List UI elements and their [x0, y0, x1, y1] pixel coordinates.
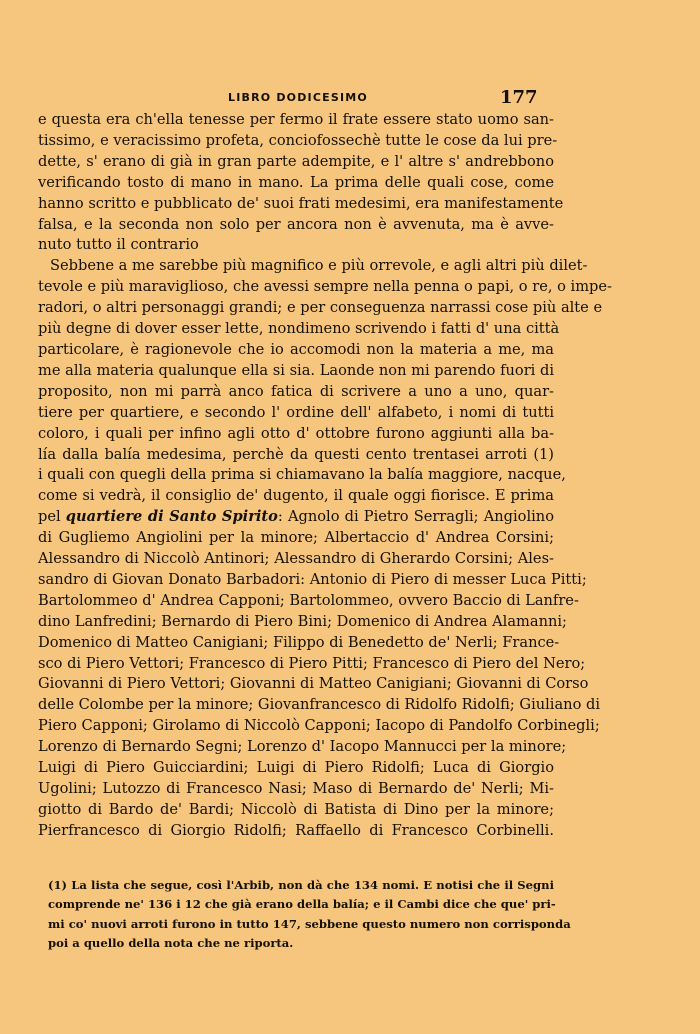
quartiere-heading: quartiere di Santo Spirito: [65, 508, 278, 526]
text-line: Bartolommeo d' Andrea Capponi; Bartolommeo, ovvero Baccio di Lanfre-: [38, 591, 579, 609]
text-line: sco di Piero Vettori; Francesco di Piero Pitti; Francesco di Piero del Nero;: [38, 654, 586, 672]
running-title: LIBRO DODICESIMO: [228, 91, 368, 104]
main-text: [38, 110, 612, 842]
text-line: hanno scritto e pubblicato de' suoi frati medesimi, era manifestamente: [38, 194, 564, 212]
text-line: tevole e più maraviglioso, che avessi sempre nella penna o papi, o re, o impe-: [38, 278, 612, 296]
text-line: me alla materia qualunque ella si sia. Laonde non mi parendo fuori di: [38, 361, 554, 379]
text-line: Pierfrancesco di Giorgio Ridolfi; Raffaello di Francesco Corbinelli.: [38, 821, 554, 839]
text-line: coloro, i quali per infino agli otto d' ottobre furono aggiunti alla ba-: [38, 424, 554, 442]
text-line: sandro di Giovan Donato Barbadori: Antonio di Piero di messer Luca Pitti;: [38, 570, 587, 588]
running-head: [0, 88, 700, 110]
text-line-tail: : Agnolo di Pietro Serragli; Angiolino: [277, 508, 554, 526]
footnote-line: poi a quello della nota che ne riporta.: [48, 935, 294, 950]
text-line: lía dalla balía medesima, perchè da questi cento trentasei arroti (1): [38, 445, 554, 463]
text-line: proposito, non mi parrà anco fatica di scrivere a uno a uno, quar-: [38, 382, 554, 400]
text-line: Alessandro di Niccolò Antinori; Alessandro di Gherardo Corsini; Ales-: [38, 550, 554, 568]
text-line: Sebbene a me sarebbe più magnifico e più orrevole, e agli altri più dilet-: [50, 257, 588, 275]
text-line: Piero Capponi; Girolamo di Niccolò Capponi; Iacopo di Pandolfo Corbinegli;: [38, 717, 600, 735]
footnote-line: comprende ne' 136 i 12 che già erano della balía; e il Cambi dice che que' pri-: [48, 897, 556, 912]
text-line: Giovanni di Piero Vettori; Giovanni di Matteo Canigiani; Giovanni di Corso: [38, 675, 589, 693]
text-line: di Gugliemo Angiolini per la minore; Albertaccio d' Andrea Corsini;: [38, 529, 554, 547]
text-line: come si vedrà, il consiglio de' dugento, il quale oggi fiorisce. E prima: [38, 487, 554, 505]
text-line: nuto tutto il contrario: [38, 236, 199, 254]
text-line: delle Colombe per la minore; Giovanfrancesco di Ridolfo Ridolfi; Giuliano di: [38, 696, 601, 714]
text-line: più degne di dover esser lette, nondimeno scrivendo i fatti d' una città: [38, 320, 560, 338]
text-line: particolare, è ragionevole che io accomodi non la materia a me, ma: [38, 340, 554, 358]
text-line: giotto di Bardo de' Bardi; Niccolò di Batista di Dino per la minore;: [38, 800, 554, 818]
text-line: tiere per quartiere, e secondo l' ordine dell' alfabeto, i nomi di tutti: [38, 403, 554, 421]
text-line: Ugolini; Lutozzo di Francesco Nasi; Maso di Bernardo de' Nerli; Mi-: [38, 780, 554, 797]
text-line: Domenico di Matteo Canigiani; Filippo di Benedetto de' Nerli; France-: [38, 633, 560, 651]
text-line-lead: pel: [38, 508, 66, 526]
footnote-line: (1) La lista che segue, così l'Arbib, non dà che 134 nomi. E notisi che il Segni: [48, 878, 554, 892]
text-line: tissimo, e veracissimo profeta, conciofossechè tutte le cose da lui pre-: [38, 131, 558, 149]
text-line: verificando tosto di mano in mano. La prima delle quali cose, come: [38, 173, 554, 191]
text-line: Lorenzo di Bernardo Segni; Lorenzo d' Iacopo Mannucci per la minore;: [38, 738, 567, 756]
text-line: dette, s' erano di già in gran parte adempite, e l' altre s' andrebbono: [38, 152, 554, 170]
text-line: Luigi di Piero Guicciardini; Luigi di Piero Ridolfi; Luca di Giorgio: [38, 759, 554, 777]
text-line-with-emphasis: [38, 507, 554, 528]
page-number: 177: [500, 87, 538, 108]
footnote: [48, 876, 571, 953]
footnote-line: mi co' nuovi arroti furono in tutto 147, sebbene questo numero non corrisponda: [48, 916, 571, 931]
text-line: radori, o altri personaggi grandi; e per conseguenza narrassi cose più alte e: [38, 299, 603, 317]
text-line: dino Lanfredini; Bernardo di Piero Bini; Domenico di Andrea Alamanni;: [38, 612, 567, 630]
text-line: e questa era ch'ella tenesse per fermo il frate essere stato uomo san-: [38, 111, 554, 128]
text-line: i quali con quegli della prima si chiamavano la balía maggiore, nacque,: [38, 466, 566, 484]
text-line: falsa, e la seconda non solo per ancora non è avvenuta, ma è avve-: [38, 215, 554, 233]
